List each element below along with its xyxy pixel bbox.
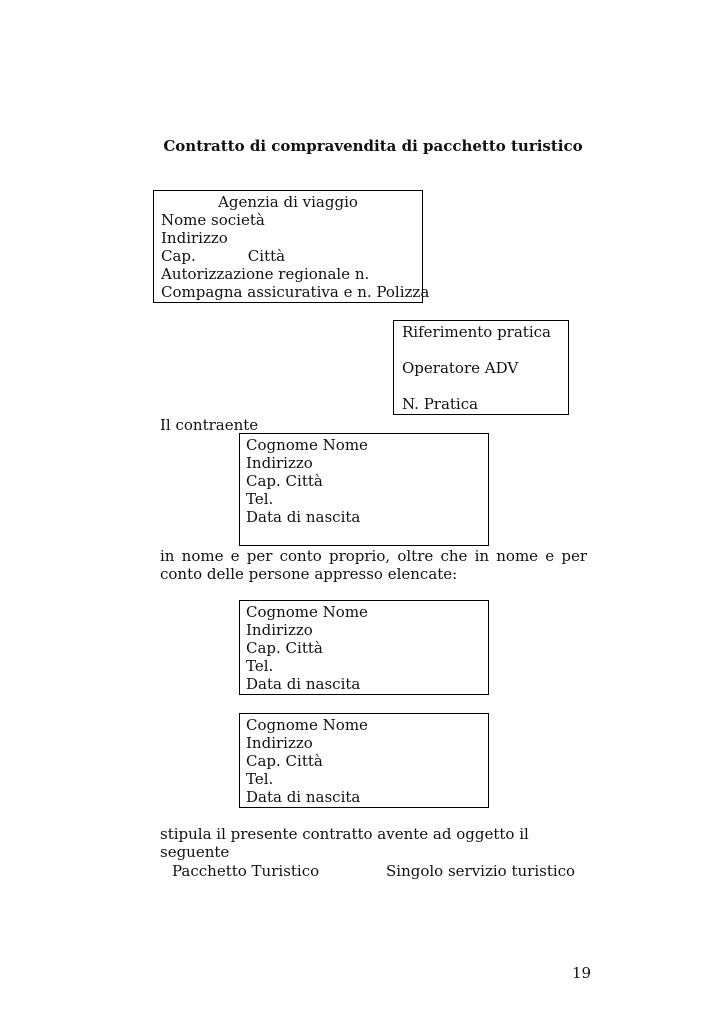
document-title: Contratto di compravendita di pacchetto turistico xyxy=(163,137,583,155)
contraente-box xyxy=(239,433,489,546)
agency-authorization: Autorizzazione regionale n. xyxy=(161,265,370,283)
person-name: Cognome Nome xyxy=(246,436,368,454)
agency-city: Città xyxy=(247,247,286,265)
operator-adv: Operatore ADV xyxy=(402,359,519,377)
agency-heading: Agenzia di viaggio xyxy=(218,193,358,211)
agency-cap-city-row xyxy=(161,247,422,265)
agency-box xyxy=(153,190,430,303)
agency-insurance: Compagna assicurativa e n. Polizza xyxy=(161,283,430,301)
agency-cap: Cap. xyxy=(161,247,196,265)
person-cap-city: Cap. Città xyxy=(246,472,323,490)
person-cap-city: Cap. Città xyxy=(246,639,323,657)
person-address: Indirizzo xyxy=(246,734,313,752)
person-birthdate: Data di nascita xyxy=(246,788,361,806)
companion-box xyxy=(239,600,489,695)
person-tel: Tel. xyxy=(246,657,274,675)
person-cap-city: Cap. Città xyxy=(246,752,323,770)
person-address: Indirizzo xyxy=(246,621,313,639)
person-birthdate: Data di nascita xyxy=(246,675,361,693)
practice-number: N. Pratica xyxy=(402,395,479,413)
page-number: 19 xyxy=(572,964,592,982)
practice-reference: Riferimento pratica xyxy=(402,323,551,341)
option-package: Pacchetto Turistico xyxy=(172,862,320,880)
stipula-paragraph: stipula il presente contratto avente ad oggetto il seguente xyxy=(160,825,529,861)
person-address: Indirizzo xyxy=(246,454,313,472)
person-name: Cognome Nome xyxy=(246,603,368,621)
person-tel: Tel. xyxy=(246,770,274,788)
agency-address: Indirizzo xyxy=(161,229,228,247)
person-name: Cognome Nome xyxy=(246,716,368,734)
person-tel: Tel. xyxy=(246,490,274,508)
option-single-service: Singolo servizio turistico xyxy=(386,862,576,880)
person-birthdate: Data di nascita xyxy=(246,508,361,526)
reference-box xyxy=(393,320,569,415)
contraente-label: Il contraente xyxy=(160,416,259,434)
companion-box xyxy=(239,713,489,808)
agency-company: Nome società xyxy=(161,211,265,229)
in-nome-paragraph: in nome e per conto proprio, oltre che in nome e per conto delle persone appresso elencate: xyxy=(160,547,587,583)
